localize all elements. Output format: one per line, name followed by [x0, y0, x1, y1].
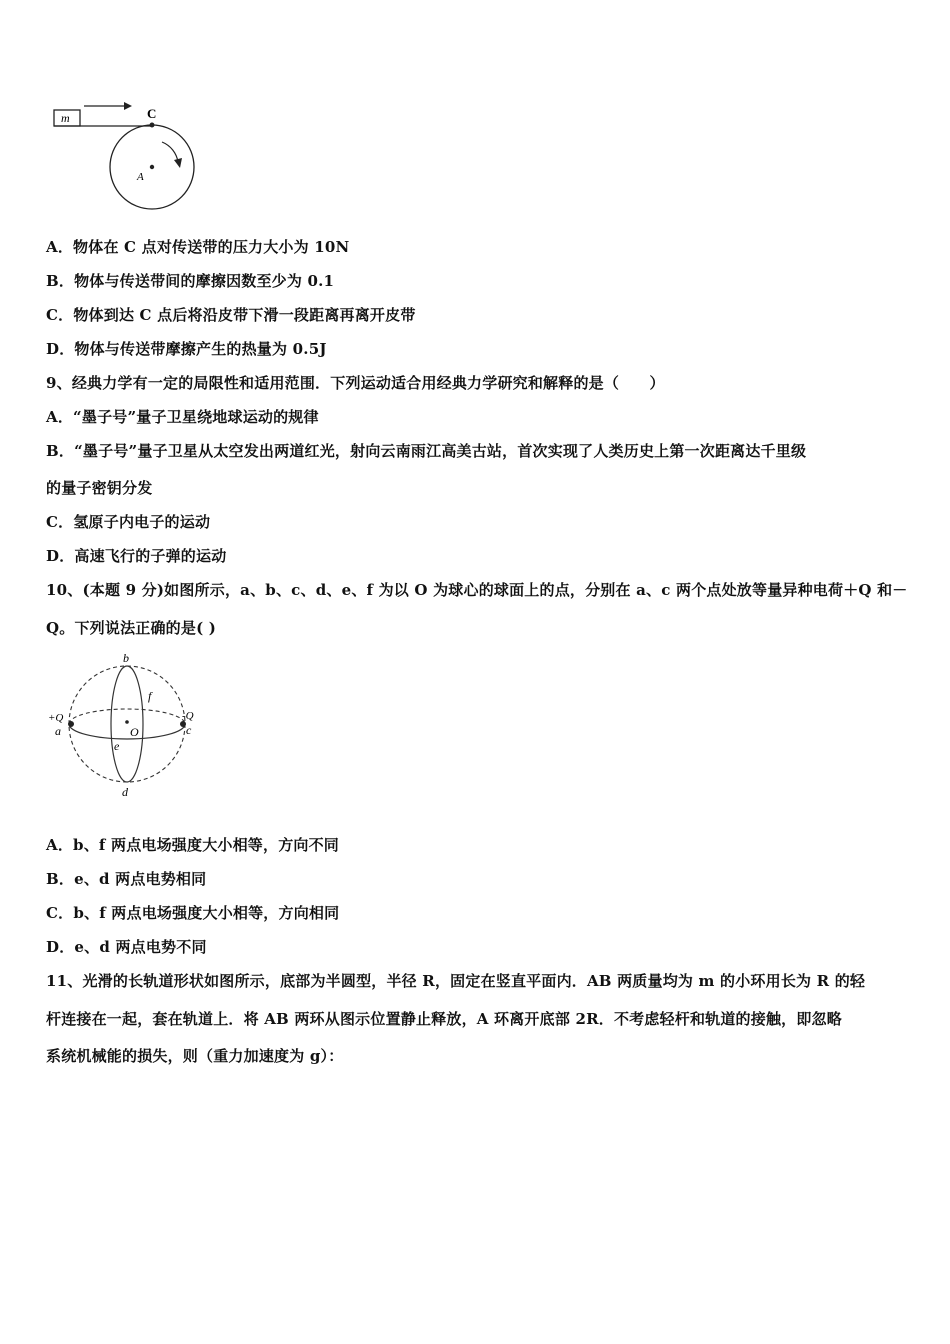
q11-line3: 系统机械能的损失，则（重力加速度为 g）：	[46, 1047, 344, 1065]
q9-option-c: C．氢原子内电子的运动	[46, 513, 211, 531]
q10-stem-line2: Q。下列说法正确的是( )	[46, 619, 217, 637]
center-o-dot	[125, 720, 129, 724]
sphere-outline	[69, 666, 185, 782]
q10-option-d: D．e、d 两点电势不同	[46, 938, 207, 956]
q10-stem-line1: 10、(本题 9 分)如图所示，a、b、c、d、e、f 为以 O 为球心的球面上的点，分别在 a、c 两个点处放等量异种电荷＋Q 和－	[46, 581, 908, 599]
q8-option-d: D．物体与传送带摩擦产生的热量为 0.5J	[46, 340, 327, 358]
equator-front	[69, 724, 185, 739]
label-c: c	[186, 723, 192, 737]
label-minus-q: -Q	[182, 710, 194, 722]
label-d: d	[122, 785, 128, 799]
point-c-dot	[150, 123, 155, 128]
center-a-label: A	[137, 171, 144, 183]
label-a: a	[55, 724, 61, 738]
point-c-label: C	[147, 106, 157, 121]
q11-line1: 11、光滑的长轨道形状如图所示，底部为半圆型，半径 R，固定在竖直平面内．AB 两质量均为 m 的小环用长为 R 的轻	[46, 972, 866, 990]
center-a-dot	[150, 165, 154, 169]
meridian-back	[127, 666, 143, 782]
rotation-arrowhead	[174, 158, 182, 168]
q8-option-b: B．物体与传送带间的摩擦因数至少为 0.1	[46, 272, 335, 290]
label-b: b	[123, 651, 129, 665]
sphere-figure	[44, 648, 210, 800]
label-o: O	[130, 725, 139, 739]
q8-option-a: A．物体在 C 点对传送带的压力大小为 10N	[46, 238, 350, 256]
q8-option-c: C．物体到达 C 点后将沿皮带下滑一段距离再离开皮带	[46, 306, 416, 324]
conveyor-figure	[44, 96, 204, 216]
q9-option-b-line2: 的量子密钥分发	[46, 479, 153, 497]
q9-option-a: A．“墨子号”量子卫星绕地球运动的规律	[46, 408, 319, 426]
q9-option-d: D．高速飞行的子弹的运动	[46, 547, 227, 565]
meridian-front	[111, 666, 127, 782]
motion-arrowhead	[124, 102, 132, 110]
charge-a-dot	[68, 721, 74, 727]
label-e: e	[114, 739, 120, 753]
q10-option-a: A．b、f 两点电场强度大小相等，方向不同	[46, 836, 340, 854]
q11-line2: 杆连接在一起，套在轨道上．将 AB 两环从图示位置静止释放，A 环离开底部 2R．不考虑轻杆和轨道的接触，即忽略	[46, 1010, 842, 1028]
q9-stem: 9、经典力学有一定的局限性和适用范围．下列运动适合用经典力学研究和解释的是（ ）	[46, 374, 665, 392]
q10-option-c: C．b、f 两点电场强度大小相等，方向相同	[46, 904, 340, 922]
label-f: f	[148, 689, 152, 703]
q9-option-b-line1: B．“墨子号”量子卫星从太空发出两道红光，射向云南雨江高美古站，首次实现了人类历史上第一次距离达千里级	[46, 442, 807, 460]
label-plus-q: +Q	[48, 712, 64, 724]
q10-option-b: B．e、d 两点电势相同	[46, 870, 207, 888]
rotation-arrow	[162, 142, 178, 162]
block-m-label: m	[61, 111, 70, 125]
